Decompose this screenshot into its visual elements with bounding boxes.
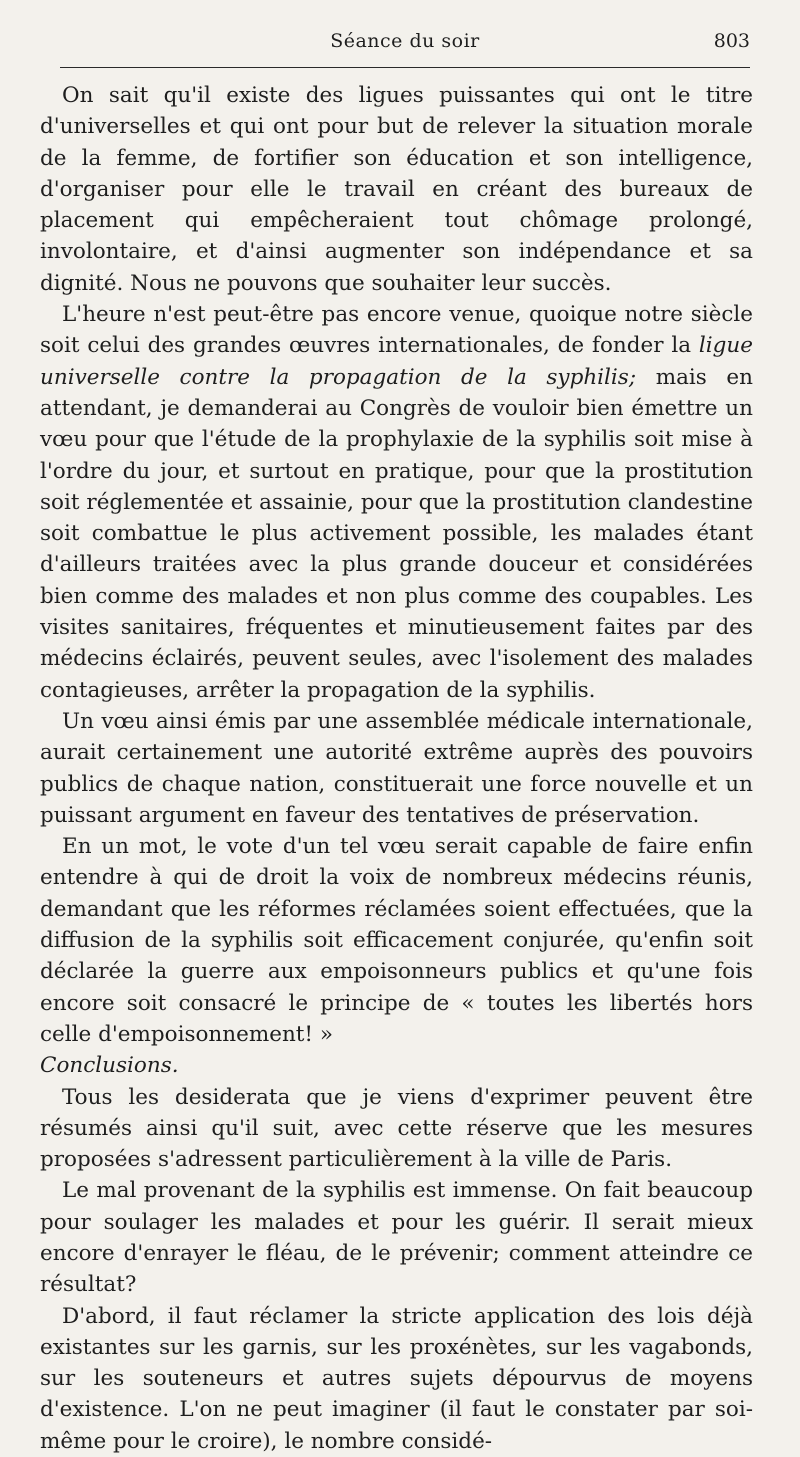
- paragraph-ligues: On sait qu'il existe des ligues puissantes qui ont le titre d'universelles et qui ont pour but de relever la situation morale de la femme, de fortifier son éducation et son intelligence, d'organiser pour elle le travail en créant des bureaux de placement qui empêcheraient tout chômage prolongé, involontaire, et d'ainsi augmenter son indépendance et sa dignité. Nous ne pouvons que souhaiter leur succès.: [40, 83, 753, 296]
- paragraph-mal: Le mal provenant de la syphilis est immense. On fait beaucoup pour soulager les malades et pour les guérir. Il serait mieux encore d'enrayer le fléau, de le prévenir; comment atteindre ce résultat?: [40, 1178, 753, 1298]
- page-number: 803: [713, 30, 750, 52]
- paragraph-dabord: D'abord, il faut réclamer la stricte application des lois déjà existantes sur les garnis, sur les proxénètes, sur les vagabonds, sur les souteneurs et autres sujets dépourvus de moyens d'existence. L'on ne peut imaginer (il faut le constater par soi-même pour le croire), le nombre considé-: [40, 1303, 753, 1454]
- paragraph-text: L'heure n'est peut-être pas encore venue, quoique notre siècle soit celui des grandes œuvres internationales, de fonder la: [40, 302, 753, 359]
- header-rule: [60, 67, 750, 68]
- paragraph-ligue-universelle: [40, 299, 753, 706]
- italic-ligue-title: ligue universelle contre la propagation de la syphilis;: [40, 333, 753, 390]
- page-header: [60, 30, 750, 60]
- paragraph-desiderata: Tous les desiderata que je viens d'exprimer peuvent être résumés ainsi qu'il suit, avec cette réserve que les mesures proposées s'adressent particulièrement à la ville de Paris.: [40, 1084, 753, 1173]
- paragraph-en-un-mot: En un mot, le vote d'un tel vœu serait capable de faire enfin entendre à qui de droit la voix de nombreux médecins réunis, demandant que les réformes réclamées soient effectuées, que la diffusion de la syphilis soit efficacement conjurée, qu'enfin soit déclarée la guerre aux empoisonneurs publics et qu'une fois encore soit consacré le principe de « toutes les libertés hors celle d'empoisonnement! »: [40, 834, 753, 1047]
- paragraph-voeu: Un vœu ainsi émis par une assemblée médicale internationale, aurait certainement une autorité extrême auprès des pouvoirs publics de chaque nation, constituerait une force nouvelle et un puissant argument en faveur des tentatives de préservation.: [40, 708, 753, 828]
- running-title: Séance du soir: [330, 30, 480, 52]
- paragraph-text: mais en attendant, je demanderai au Congrès de vouloir bien émettre un vœu pour que l'étude de la prophylaxie de la syphilis soit mise à l'ordre du jour, et surtout en pratique, pour que la prostitution soit réglementée et assainie, pour que la prostitution clandestine soit combattue le plus activement possible, les malades étant d'ailleurs traitées avec la plus grande douceur et considérées bien comme des malades et non plus comme des coupables. Les visites sanitaires, fréquentes et minutieusement faites par des médecins éclairés, peuvent seules, avec l'isolement des malades contagieuses, arrêter la propagation de la syphilis.: [40, 364, 753, 703]
- section-heading-conclusions: Conclusions.: [40, 1053, 179, 1079]
- body-text: [40, 80, 753, 1457]
